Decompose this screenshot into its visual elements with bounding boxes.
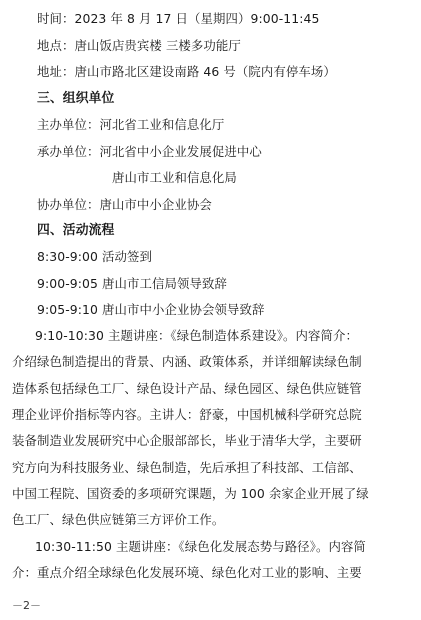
text-line: 介绍绿色制造提出的背景、内涵、政策体系，并详细解读绿色制 [12, 354, 362, 369]
text-line: 9:05-9:10 唐山市中小企业协会领导致辞 [37, 302, 265, 317]
text-line: 10:30-11:50 主题讲座：《绿色化发展态势与路径》。内容简 [35, 539, 366, 554]
text-line: 时间：2023 年 8 月 17 日（星期四）9:00-11:45 [37, 11, 320, 26]
text-line: 介：重点介绍全球绿色化发展环境、绿色化对工业的影响、主要 [12, 565, 362, 580]
text-line: 主办单位：河北省工业和信息化厅 [37, 117, 225, 132]
section-heading: 四、活动流程 [37, 223, 115, 238]
text-line: 色工厂、绿色供应链第三方评价工作。 [12, 512, 225, 527]
text-line: 8:30-9:00 活动签到 [37, 249, 153, 264]
text-line: 理企业评价指标等内容。主讲人：舒豪，中国机械科学研究总院 [12, 407, 362, 422]
text-line: 造体系包括绿色工厂、绿色设计产品、绿色园区、绿色供应链管 [12, 381, 362, 396]
text-line: 9:00-9:05 唐山市工信局领导致辞 [37, 276, 227, 291]
text-line: 协办单位：唐山市中小企业协会 [37, 197, 212, 212]
text-line: 唐山市工业和信息化局 [112, 170, 237, 185]
text-line: 中国工程院、国资委的多项研究课题，为 100 余家企业开展了绿 [12, 486, 369, 501]
text-line: 装备制造业发展研究中心企服部部长，毕业于清华大学，主要研 [12, 433, 362, 448]
text-line: 承办单位：河北省中小企业发展促进中心 [37, 144, 262, 159]
text-line: 地点：唐山饭店贵宾楼 三楼多功能厅 [37, 38, 241, 53]
text-line: 究方向为科技服务业、绿色制造，先后承担了科技部、工信部、 [12, 460, 362, 475]
text-line: 9:10-10:30 主题讲座：《绿色制造体系建设》。内容简介： [35, 328, 358, 343]
section-heading: 三、组织单位 [37, 91, 115, 106]
text-line: 地址：唐山市路北区建设南路 46 号（院内有停车场） [37, 64, 336, 79]
page-number: －2－ [12, 599, 41, 612]
